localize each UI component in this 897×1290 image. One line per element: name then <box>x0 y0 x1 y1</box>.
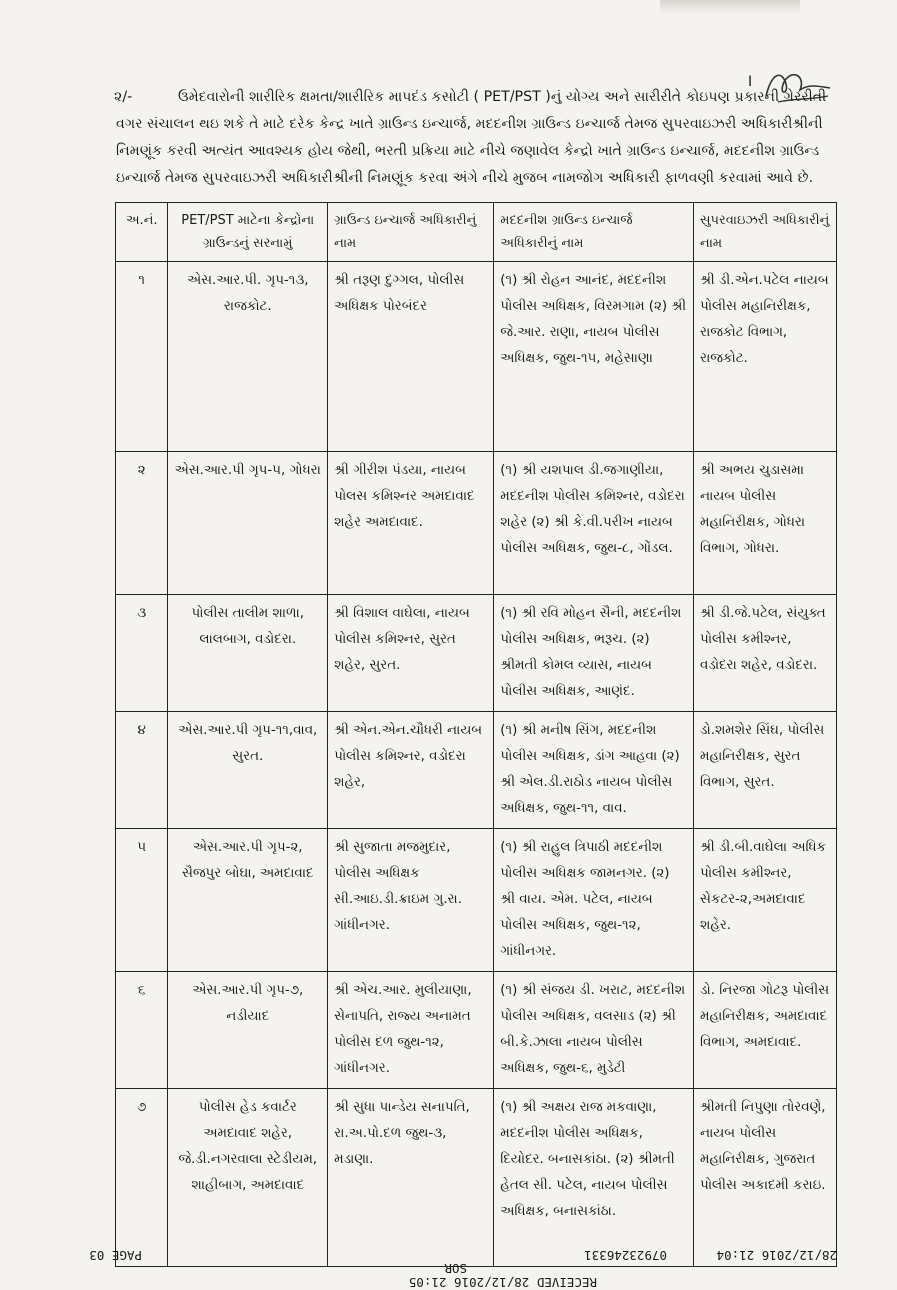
cell-address: એસ.આર.પી ગૃપ-૧૧,વાવ, સુરત. <box>168 712 328 829</box>
paragraph-text: ઉમેદવારોની શારીરિક ક્ષમતા/શારીરિક માપદંડ કસોટી ( PET/PST )નું યોગ્ય અને સારીરીતે કોઇપણ પ્રકારની ગેરરીતી વગર સંચાલન થઇ શકે તે માટે દરેક કેન્દ્ર ખાતે ગ્રાઉન્ડ ઇન્ચાર્જ, મદદનીશ ગ્રાઉન્ડ ઇન્ચાર્જ તેમજ સુપરવાઇઝરી અધિકારીશ્રીની નિમણૂંક કરવી અત્યંત આવશ્યક હોય જેથી, ભરતી પ્રક્રિયા માટે નીચે જણાવેલ કેન્દ્રો ખાતે ગ્રાઉન્ડ ઇન્ચાર્જ, મદદનીશ ગ્રાઉન્ડ ઇન્ચાર્જ તેમજ સુપરવાઇઝરી અધિકારીશ્રીની નિમણૂંક કરવા અંગે નીચે મુજબ નામજોગ અધિકારી ફાળવણી કરવામાં આવે છે. <box>116 89 827 186</box>
fax-sent-datetime: 28/12/2016 21:04 <box>716 1248 837 1263</box>
cell-address: એસ.આર.પી ગૃપ-૨, સૈજપુર બોઘા, અમદાવાદ <box>168 829 328 972</box>
cell-serial: ૭ <box>116 1089 168 1267</box>
cell-assistant: (૧) શ્રી યશપાલ ડી.જગાણીયા, મદદનીશ પોલીસ કમિશ્નર, વડોદરા શહેર (૨) શ્રી કે.વી.પરીખ નાયબ પોલીસ અધિક્ષક, જુથ-૮, ગોંડલ. <box>494 452 694 595</box>
fax-page: PAGE 03 <box>89 1248 142 1263</box>
cell-serial: ૪ <box>116 712 168 829</box>
cell-incharge: શ્રી સુધા પાન્ડેય સનાપતિ, રા.અ.પો.દળ જુથ-૩, મડાણા. <box>328 1089 494 1267</box>
cell-supervisor: શ્રીમતી નિપુણા તોરવણે, નાયબ પોલીસ મહાનિરીક્ષક, ગુજરાત પોલીસ અકાદમી કરાઇ. <box>694 1089 837 1267</box>
table-row <box>116 1089 837 1267</box>
header-incharge: ગ્રાઉન્ડ ઇન્ચાર્જ અધિકારીનું નામ <box>328 203 494 262</box>
cell-address: પોલીસ તાલીમ શાળા, લાલબાગ, વડોદરા. <box>168 595 328 712</box>
header-supervisor: સુપરવાઇઝરી અધિકારીનું નામ <box>694 203 837 262</box>
scan-edge-shadow <box>660 0 800 14</box>
cell-address: એસ.આર.પી ગૃપ-૫, ગોધરા <box>168 452 328 595</box>
cell-supervisor: ડો.શમશેર સિંઘ, પોલીસ મહાનિરીક્ષક, સુરત વિભાગ, સુરત. <box>694 712 837 829</box>
cell-incharge: શ્રી એચ.આર. મુલીયાણા, સેનાપતિ, રાજ્ય અનામત પોલીસ દળ જુથ-૧૨, ગાંધીનગર. <box>328 972 494 1089</box>
table-row <box>116 262 837 452</box>
cell-address: પોલીસ હેડ કવાર્ટર અમદાવાદ શહેર, જે.ડી.નગરવાલા સ્ટેડીયમ, શાહીબાગ, અમદાવાદ <box>168 1089 328 1267</box>
cell-address: એસ.આર.પી ગૃપ-૭, નડીયાદ <box>168 972 328 1089</box>
cell-assistant: (૧) શ્રી અક્ષય રાજ મકવાણા, મદદનીશ પોલીસ અધિક્ષક, દિયોદર. બનાસકાંઠા. (૨) શ્રીમતી હેતલ સી. પટેલ, નાયબ પોલીસ અધિક્ષક, બનાસકાંઠા. <box>494 1089 694 1267</box>
cell-supervisor: શ્રી ડી.બી.વાઘેલા અધિક પોલીસ કમીશ્નર, સેકટર-૨,અમદાવાદ શહેર. <box>694 829 837 972</box>
header-address: PET/PST માટેના કેન્દ્રોના ગ્રાઉન્ડનું સરનામું <box>168 203 328 262</box>
cell-assistant: (૧) શ્રી રવિ મોહન સૈની, મદદનીશ પોલીસ અધિક્ષક, ભરૂચ. (૨) શ્રીમતી કોમલ વ્યાસ, નાયબ પોલીસ અધિક્ષક, આણંદ. <box>494 595 694 712</box>
fax-sor: SOR <box>444 1261 467 1276</box>
cell-supervisor: શ્રી ડી.જે.પટેલ, સંયુક્ત પોલીસ કમીશ્નર, વડોદરા શહેર, વડોદરા. <box>694 595 837 712</box>
cell-serial: ૨ <box>116 452 168 595</box>
cell-incharge: શ્રી ગીરીશ પંડયા, નાયબ પોલસ કમિશ્નર અમદાવાદ શહેર અમદાવાદ. <box>328 452 494 595</box>
allocation-table <box>115 202 837 1267</box>
cell-supervisor: શ્રી ડી.એન.પટેલ નાયબ પોલીસ મહાનિરીક્ષક, રાજકોટ વિભાગ, રાજકોટ. <box>694 262 837 452</box>
cell-assistant: (૧) શ્રી રાહુલ ત્રિપાઠી મદદનીશ પોલીસ અધિક્ષક જામનગર. (૨) શ્રી વાય. એમ. પટેલ, નાયબ પોલીસ અધિક્ષક, જુથ-૧૨, ગાંધીનગર. <box>494 829 694 972</box>
table-row <box>116 829 837 972</box>
cell-address: એસ.આર.પી. ગૃપ-૧૩, રાજકોટ. <box>168 262 328 452</box>
intro-paragraph <box>116 84 836 192</box>
table-row <box>116 712 837 829</box>
table-row <box>116 972 837 1089</box>
cell-incharge: શ્રી વિશાલ વાઘેલા, નાયબ પોલીસ કમિશ્નર, સુરત શહેર, સુરત. <box>328 595 494 712</box>
cell-assistant: (૧) શ્રી મનીષ સિંગ, મદદનીશ પોલીસ અધિક્ષક, ડાંગ આહવા (૨) શ્રી એલ.ડી.રાઠોડ નાયબ પોલીસ અધિક્ષક, જુથ-૧૧, વાવ. <box>494 712 694 829</box>
fax-header-lower <box>0 1256 897 1290</box>
cell-serial: ૬ <box>116 972 168 1089</box>
cell-serial: ૩ <box>116 595 168 712</box>
table-header-row <box>116 203 837 262</box>
corner-mark: I <box>748 74 753 90</box>
cell-supervisor: ડો. નિરજા ગોટરૂ પોલીસ મહાનિરીક્ષક, અમદાવાદ વિભાગ, અમદાવાદ. <box>694 972 837 1089</box>
fax-phone: 07923246331 <box>584 1248 667 1263</box>
table-row <box>116 595 837 712</box>
fax-received: RECEIVED 28/12/2016 21:05 <box>408 1275 597 1290</box>
cell-serial: ૫ <box>116 829 168 972</box>
cell-assistant: (૧) શ્રી રોહન આનંદ, મદદનીશ પોલીસ અધિક્ષક, વિરમગામ (૨) શ્રી જે.આર. રાણા, નાયબ પોલીસ અધિક્ષક, જુથ-૧૫, મહેસાણા <box>494 262 694 452</box>
header-serial: અ.નં. <box>116 203 168 262</box>
table-row <box>116 452 837 595</box>
cell-incharge: શ્રી તરૂણ દુગ્ગલ, પોલીસ અધિક્ષક પોરબંદર <box>328 262 494 452</box>
paragraph-number: ૨/- <box>114 89 133 105</box>
cell-incharge: શ્રી સુજાતા મજમુદાર, પોલીસ અધિક્ષક સી.આઇ.ડી.ક્રાઇમ ગુ.રા. ગાંધીનગર. <box>328 829 494 972</box>
header-assistant: મદદનીશ ગ્રાઉન્ડ ઇન્ચાર્જ અધિકારીનું નામ <box>494 203 694 262</box>
cell-serial: ૧ <box>116 262 168 452</box>
cell-supervisor: શ્રી અભય ચુડાસમા નાયબ પોલીસ મહાનિરીક્ષક, ગોધરા વિભાગ, ગોધરા. <box>694 452 837 595</box>
cell-incharge: શ્રી એન.એન.ચૌધરી નાયબ પોલીસ કમિશ્નર, વડોદરા શહેર, <box>328 712 494 829</box>
cell-assistant: (૧) શ્રી સંજય ડી. ખરાટ, મદદનીશ પોલીસ અધિક્ષક, વલસાડ (૨) શ્રી બી.કે.ઝાલા નાયબ પોલીસ અધિક્ષક, જુથ-૬, મુડેટી <box>494 972 694 1089</box>
